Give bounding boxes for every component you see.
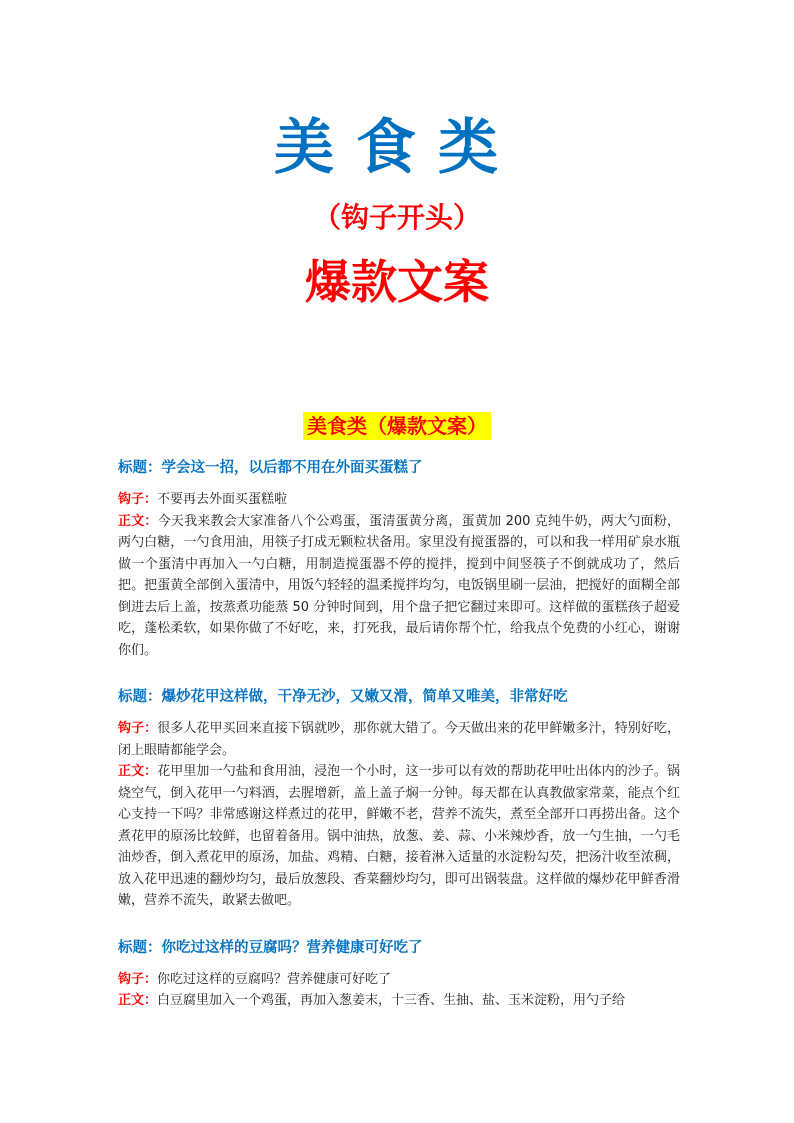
recipe-item xyxy=(118,685,680,912)
item-title: 标题：爆炒花甲这样做，干净无沙，又嫩又滑，简单又唯美，非常好吃 xyxy=(118,689,568,705)
item-hook: 钩子：很多人花甲买回来直接下锅就吵，那你就大错了。今天做出来的花甲鲜嫩多汁，特别好吃，闭上眼睛都能学会。 xyxy=(118,721,680,758)
item-hook: 钩子：你吃过这样的豆腐吗？营养健康可好吃了 xyxy=(118,971,392,987)
main-title: 美食类 xyxy=(274,113,520,183)
item-body: 正文：今天我来教会大家准备八个公鸡蛋，蛋清蛋黄分离，蛋黄加 200 克纯牛奶，两大勺面粉，两勺白糖，一勺食用油，用筷子打成无颗粒状备用。家里没有搅蛋器的，可以和我一样用矿泉水瓶做一个蛋清中再加入一勺白糖，用制造搅蛋器不停的搅拌，搅到中间竖筷子不倒就成功了，然后把。把蛋黄全部倒入蛋清中，用饭勺轻轻的温柔搅拌均匀，电饭锅里刷一层油，把搅好的面糊全部倒进去后上盖，按蒸煮功能蒸 50 分钟时间到，用个盘子把它翻过来即可。这样做的蛋糕孩子超爱吃，蓬松柔软，如果你做了不好吃，来，打死我，最后请你帮个忙，给我点个免费的小红心，谢谢你们。 xyxy=(118,513,680,658)
recipe-item xyxy=(118,456,680,661)
content xyxy=(118,456,680,1036)
item-body: 正文：白豆腐里加入一个鸡蛋，再加入葱姜末，十三香、生抽、盐、玉米淀粉，用勺子给 xyxy=(118,993,626,1008)
item-body: 正文：花甲里加一勺盐和食用油，浸泡一个小时，这一步可以有效的帮助花甲吐出体内的沙子。锅烧空气，倒入花甲一勺料酒，去腥增新，盖上盖子焖一分钟。每天都在认真教做家常菜，能点个红心支持一下吗？非常感谢这样煮过的花甲，鲜嫩不老，营养不流失，煮至全部开口再捞出备。这个煮花甲的原汤比较鲜，也留着备用。锅中油热，放葱、姜、蒜、小米辣炒香，放一勺生抽，一勺毛油炒香，倒入煮花甲的原汤，加盐、鸡精、白糖，接着淋入适量的水淀粉勾芡，把汤汁收至浓稠，放入花甲迅速的翻炒均匀，最后放葱段、香菜翻炒均匀，即可出锅装盘。这样做的爆炒花甲鲜香滑嫩，营养不流失，敢紧去做吧。 xyxy=(118,764,680,908)
item-title: 标题：你吃过这样的豆腐吗？营养健康可好吃了 xyxy=(118,939,423,956)
main-title-2: 爆款文案 xyxy=(305,255,489,309)
item-hook: 钩子：不要再去外面买蛋糕啦 xyxy=(118,492,288,507)
item-title: 标题：学会这一招，以后都不用在外面买蛋糕了 xyxy=(118,460,423,476)
subtitle: （钩子开头） xyxy=(312,201,481,234)
recipe-item xyxy=(118,936,680,1012)
section-heading: 美食类（爆款文案） xyxy=(0,410,794,439)
